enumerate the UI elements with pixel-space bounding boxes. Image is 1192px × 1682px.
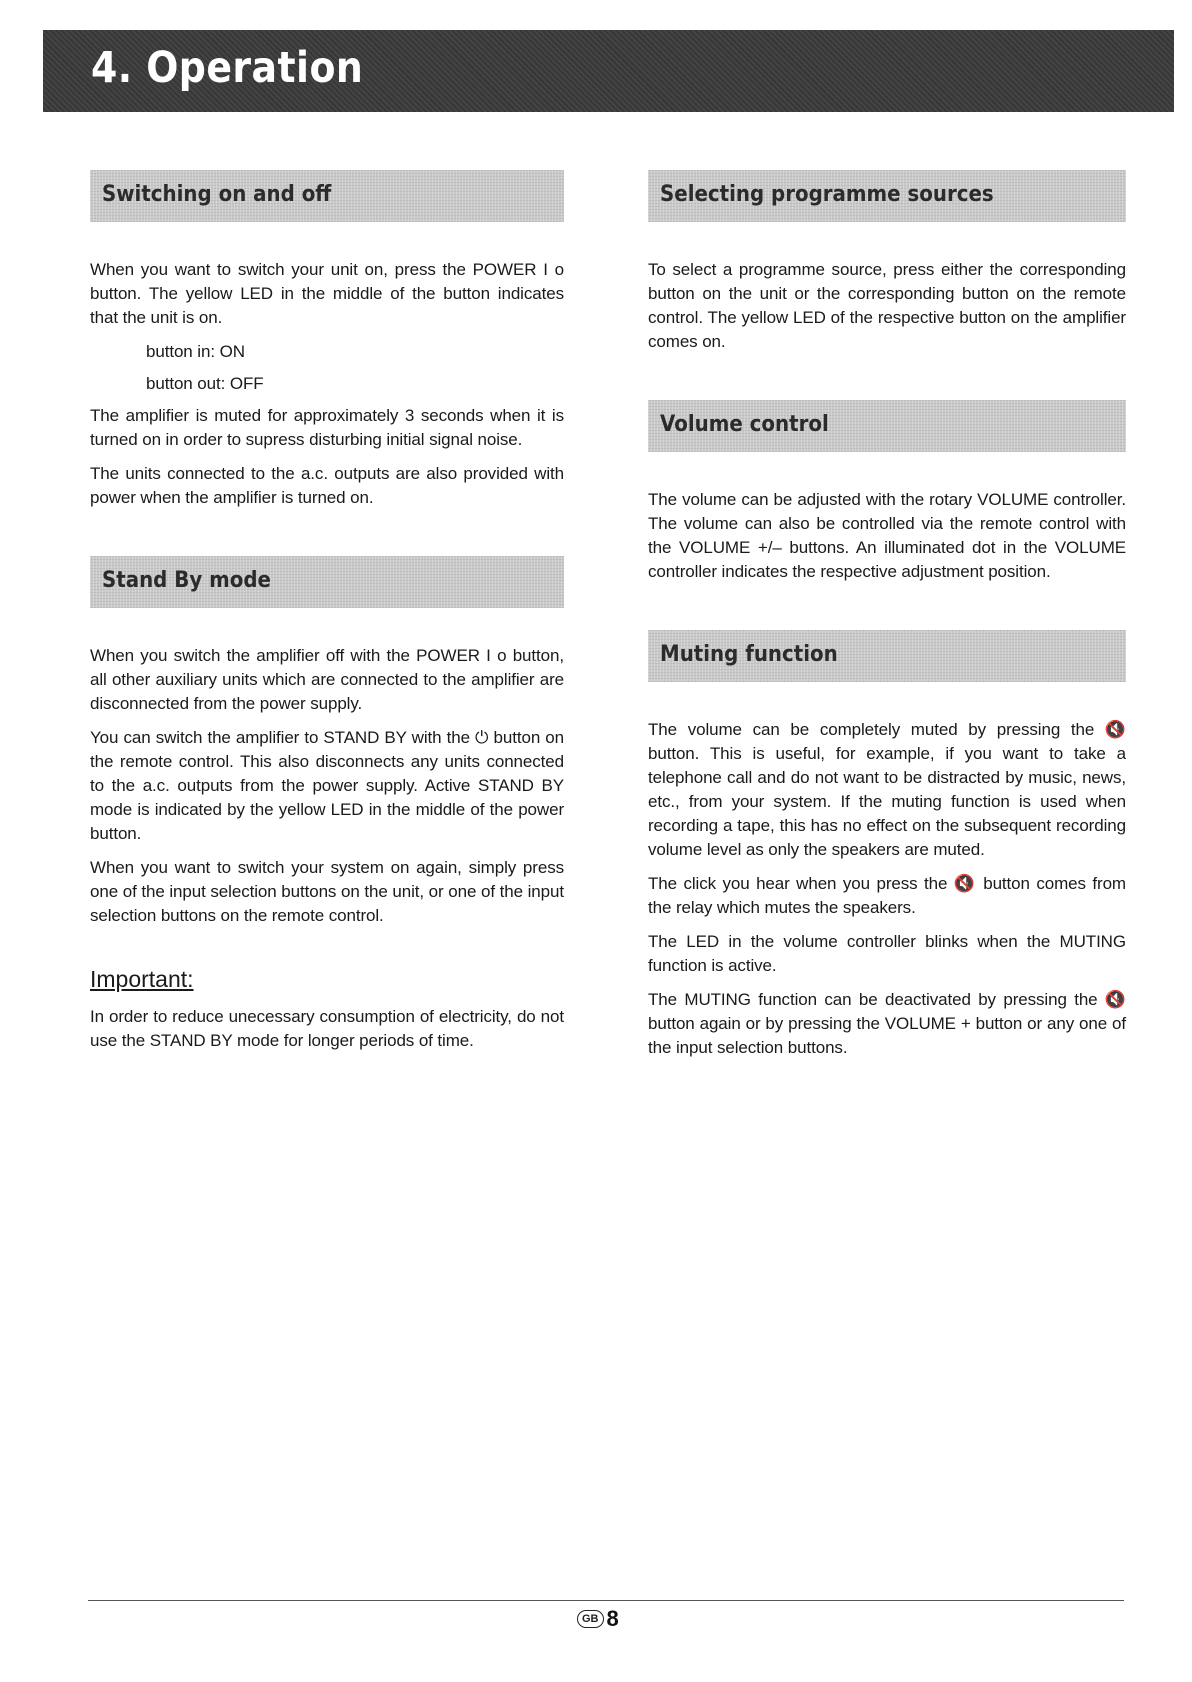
section-header-sources xyxy=(648,170,1126,222)
paragraph: The LED in the volume controller blinks when the MUTING function is active. xyxy=(648,932,1126,975)
section-title: Muting function xyxy=(660,642,838,667)
section-title: Volume control xyxy=(660,412,829,437)
right-column xyxy=(648,170,1126,1070)
paragraph: The click you hear when you press the 🔇 button comes from the relay which mutes the speakers. xyxy=(648,874,1126,917)
button-out-line: button out: OFF xyxy=(146,374,264,393)
section-title: Selecting programme sources xyxy=(660,182,994,207)
section-header-standby xyxy=(90,556,564,608)
section-title: Switching on and off xyxy=(102,182,332,207)
important-heading: Important: xyxy=(90,966,194,992)
paragraph: The amplifier is muted for approximately 3 seconds when it is turned on in order to supress disturbing initial signal noise. xyxy=(90,406,564,449)
left-column xyxy=(90,170,564,1063)
paragraph: The volume can be completely muted by pressing the 🔇 button. This is useful, for example, if you want to take a telephone call and do not want to be distracted by music, news, etc., from your system. If the muting function is used when recording a tape, this has no effect on the subsequent recording volume level as only the speakers are muted. xyxy=(648,720,1126,859)
button-in-line: button in: ON xyxy=(146,342,245,361)
paragraph: You can switch the amplifier to STAND BY with the ⏻ button on the remote control. This also disconnects any units connected to the a.c. outputs from the power supply. Active STAND BY mode is indicated by the yellow LED in the middle of the power button. xyxy=(90,728,564,843)
gb-badge: GB xyxy=(577,1610,604,1628)
page-number xyxy=(577,1606,619,1632)
paragraph: When you switch the amplifier off with the POWER I o button, all other auxiliary units which are connected to the amplifier are disconnected from the power supply. xyxy=(90,646,564,713)
section-header-switching xyxy=(90,170,564,222)
paragraph: The MUTING function can be deactivated by pressing the 🔇 button again or by pressing the VOLUME + button or any one of the input selection buttons. xyxy=(648,990,1126,1057)
page-number-text: 8 xyxy=(606,1606,619,1631)
section-header-muting xyxy=(648,630,1126,682)
footer-divider xyxy=(88,1600,1124,1601)
paragraph: When you want to switch your system on again, simply press one of the input selection buttons on the unit, or one of the input selection buttons on the remote control. xyxy=(90,858,564,925)
paragraph: The units connected to the a.c. outputs are also provided with power when the amplifier is turned on. xyxy=(90,464,564,507)
section-title: Stand By mode xyxy=(102,568,271,593)
page-title: 4. Operation xyxy=(91,43,364,93)
section-header-volume xyxy=(648,400,1126,452)
important-text: In order to reduce unecessary consumption of electricity, do not use the STAND BY mode for longer periods of time. xyxy=(90,1007,564,1050)
title-bar xyxy=(43,30,1174,112)
paragraph: When you want to switch your unit on, press the POWER I o button. The yellow LED in the middle of the button indicates that the unit is on. xyxy=(90,260,564,327)
paragraph: The volume can be adjusted with the rotary VOLUME controller. The volume can also be controlled via the remote control with the VOLUME +/– buttons. An illuminated dot in the VOLUME controller indicates the respective adjustment position. xyxy=(648,490,1126,581)
paragraph: To select a programme source, press either the corresponding button on the unit or the corresponding button on the remote control. The yellow LED of the respective button on the amplifier comes on. xyxy=(648,260,1126,351)
